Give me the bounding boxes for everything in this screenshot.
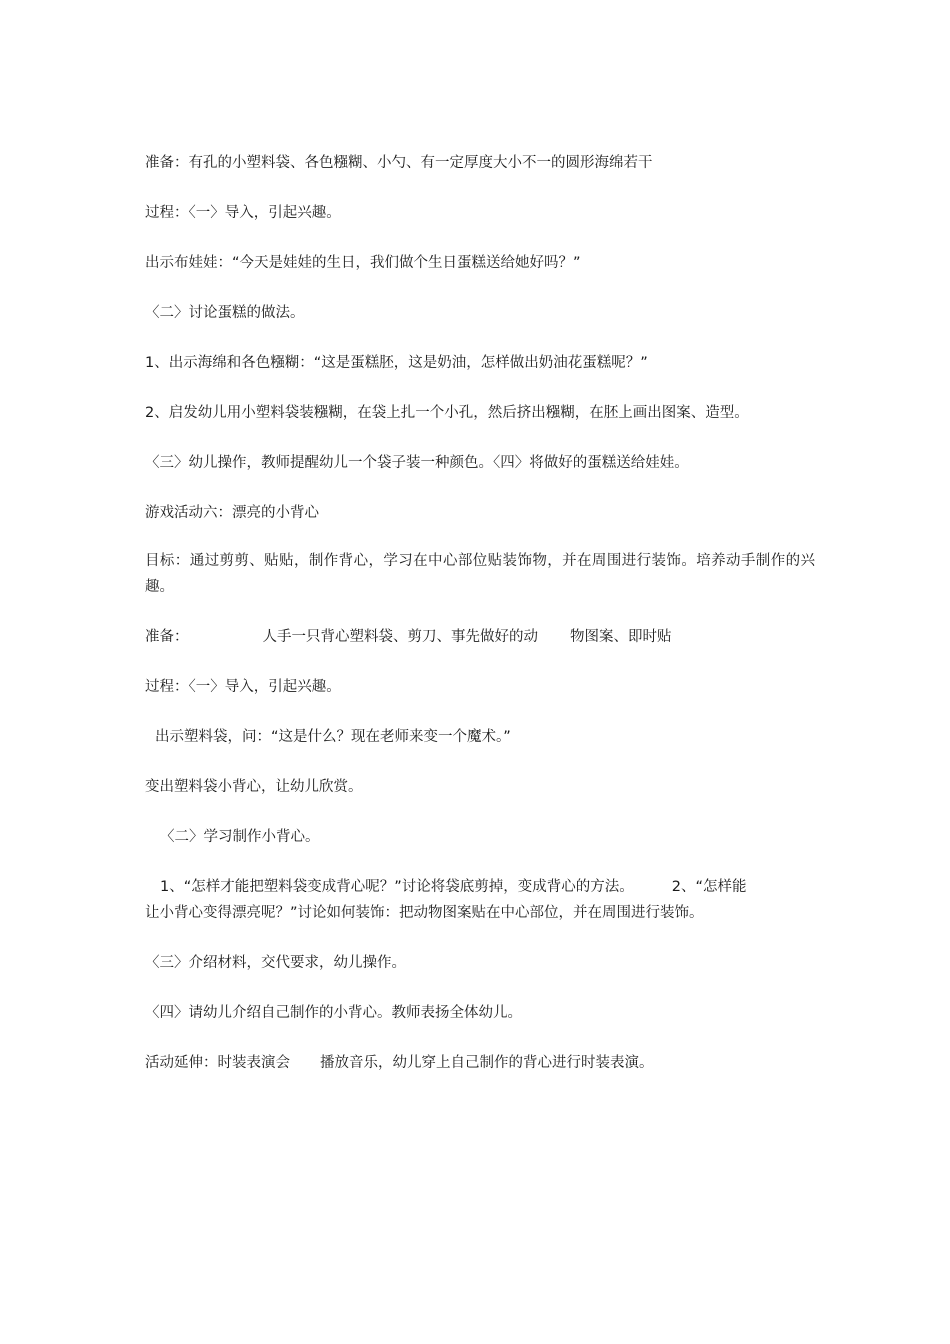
paragraph-operate: 〈三〉幼儿操作，教师提醒幼儿一个袋子装一种颜色。〈四〉将做好的蛋糕送给娃娃。: [145, 455, 689, 471]
materials-part-1: 人手一只背心塑料袋、剪刀、事先做好的动: [262, 629, 538, 645]
paragraph-vest-appreciate: 变出塑料袋小背心，让幼儿欣赏。: [145, 779, 363, 795]
paragraph-goal: 目标：通过剪剪、贴贴，制作背心，学习在中心部位贴装饰物，并在周围进行装饰。培养动手制作的兴趣。: [145, 553, 815, 595]
paragraph-vest-steps-continued: 让小背心变得漂亮呢？”讨论如何装饰：把动物图案贴在中心部位，并在周围进行装饰。: [145, 905, 704, 921]
paragraph-process-2: 过程：〈一〉导入，引起兴趣。: [145, 679, 341, 695]
paragraph-learn-vest: 〈二〉学习制作小背心。: [160, 829, 320, 845]
extension-detail: 播放音乐，幼儿穿上自己制作的背心进行时装表演。: [320, 1055, 654, 1071]
paragraph-discuss-cake: 〈二〉讨论蛋糕的做法。: [145, 305, 305, 321]
vest-step-1: 1、“怎样才能把塑料袋变成背心呢？”讨论将袋底剪掉，变成背心的方法。: [160, 879, 634, 895]
paragraph-show-doll: 出示布娃娃：“今天是娃娃的生日，我们做个生日蛋糕送给她好吗？”: [145, 255, 581, 271]
paragraph-show-bag: 出示塑料袋，问：“这是什么？现在老师来变一个魔术。”: [155, 729, 511, 745]
paragraph-preparation-1: 准备：有孔的小塑料袋、各色糨糊、小勺、有一定厚度大小不一的圆形海绵若干: [145, 155, 653, 171]
paragraph-extension: [145, 1050, 815, 1076]
vest-step-2-start: 2、“怎样能: [671, 879, 747, 895]
extension-title: 活动延伸：时装表演会: [145, 1055, 290, 1071]
paragraph-preparation-2: [145, 624, 815, 650]
paragraph-process-1: 过程：〈一〉导入，引起兴趣。: [145, 205, 341, 221]
label-preparation: 准备：: [145, 629, 189, 645]
paragraph-introduce-materials: 〈三〉介绍材料，交代要求，幼儿操作。: [145, 955, 406, 971]
materials-part-2: 物图案、即时贴: [570, 629, 672, 645]
section-title-game-6: 游戏活动六：漂亮的小背心: [145, 505, 319, 521]
paragraph-step-1: 1、出示海绵和各色糨糊：“这是蛋糕胚，这是奶油，怎样做出奶油花蛋糕呢？”: [145, 355, 648, 371]
paragraph-step-2: 2、启发幼儿用小塑料袋装糨糊，在袋上扎一个小孔，然后挤出糨糊，在胚上画出图案、造型。: [145, 405, 749, 421]
paragraph-vest-steps: [145, 874, 815, 900]
paragraph-children-introduce: 〈四〉请幼儿介绍自己制作的小背心。教师表扬全体幼儿。: [145, 1005, 522, 1021]
